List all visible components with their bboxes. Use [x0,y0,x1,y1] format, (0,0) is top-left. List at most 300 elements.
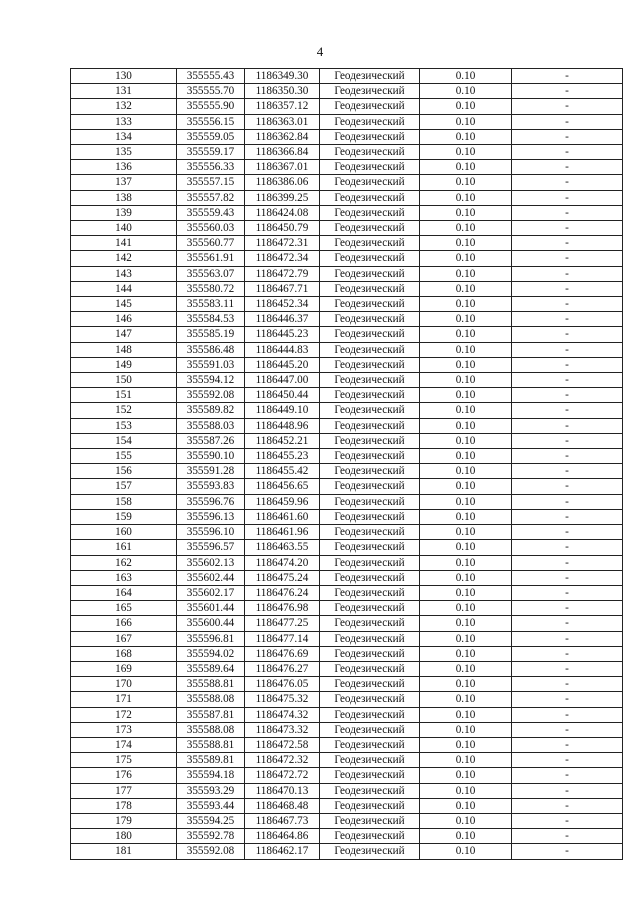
accuracy-cell: 0.10 [420,327,512,342]
point-number-cell: 175 [71,753,177,768]
method-cell: Геодезический [320,494,420,509]
point-number-cell: 171 [71,692,177,707]
method-cell: Геодезический [320,418,420,433]
method-cell: Геодезический [320,449,420,464]
accuracy-cell: 0.10 [420,783,512,798]
accuracy-cell: 0.10 [420,418,512,433]
x-coordinate-cell: 355594.25 [177,813,245,828]
accuracy-cell: 0.10 [420,753,512,768]
y-coordinate-cell: 1186467.71 [245,281,320,296]
y-coordinate-cell: 1186455.23 [245,449,320,464]
y-coordinate-cell: 1186472.32 [245,753,320,768]
point-number-cell: 170 [71,677,177,692]
method-cell: Геодезический [320,570,420,585]
accuracy-cell: 0.10 [420,601,512,616]
accuracy-cell: 0.10 [420,479,512,494]
x-coordinate-cell: 355592.08 [177,844,245,859]
method-cell: Геодезический [320,69,420,84]
description-cell: - [512,601,623,616]
y-coordinate-cell: 1186350.30 [245,84,320,99]
description-cell: - [512,783,623,798]
method-cell: Геодезический [320,464,420,479]
point-number-cell: 135 [71,145,177,160]
table-row [71,631,623,646]
description-cell: - [512,692,623,707]
y-coordinate-cell: 1186473.32 [245,722,320,737]
accuracy-cell: 0.10 [420,403,512,418]
accuracy-cell: 0.10 [420,494,512,509]
point-number-cell: 173 [71,722,177,737]
method-cell: Геодезический [320,479,420,494]
y-coordinate-cell: 1186448.96 [245,418,320,433]
accuracy-cell: 0.10 [420,768,512,783]
x-coordinate-cell: 355584.53 [177,312,245,327]
point-number-cell: 156 [71,464,177,479]
point-number-cell: 168 [71,646,177,661]
point-number-cell: 147 [71,327,177,342]
point-number-cell: 138 [71,190,177,205]
x-coordinate-cell: 355587.81 [177,707,245,722]
method-cell: Геодезический [320,433,420,448]
point-number-cell: 136 [71,160,177,175]
y-coordinate-cell: 1186450.44 [245,388,320,403]
table-row [71,175,623,190]
point-number-cell: 162 [71,555,177,570]
y-coordinate-cell: 1186468.48 [245,798,320,813]
y-coordinate-cell: 1186474.20 [245,555,320,570]
x-coordinate-cell: 355592.08 [177,388,245,403]
y-coordinate-cell: 1186472.72 [245,768,320,783]
table-row [71,722,623,737]
method-cell: Геодезический [320,768,420,783]
point-number-cell: 137 [71,175,177,190]
point-number-cell: 142 [71,251,177,266]
accuracy-cell: 0.10 [420,829,512,844]
table-row [71,129,623,144]
table-row [71,585,623,600]
description-cell: - [512,403,623,418]
point-number-cell: 176 [71,768,177,783]
y-coordinate-cell: 1186472.58 [245,737,320,752]
x-coordinate-cell: 355596.10 [177,525,245,540]
point-number-cell: 152 [71,403,177,418]
description-cell: - [512,844,623,859]
table-row [71,509,623,524]
accuracy-cell: 0.10 [420,585,512,600]
table-row [71,616,623,631]
x-coordinate-cell: 355593.29 [177,783,245,798]
x-coordinate-cell: 355594.02 [177,646,245,661]
description-cell: - [512,585,623,600]
description-cell: - [512,160,623,175]
description-cell: - [512,129,623,144]
y-coordinate-cell: 1186424.08 [245,205,320,220]
description-cell: - [512,281,623,296]
description-cell: - [512,114,623,129]
y-coordinate-cell: 1186362.84 [245,129,320,144]
table-row [71,433,623,448]
accuracy-cell: 0.10 [420,616,512,631]
method-cell: Геодезический [320,84,420,99]
table-row [71,646,623,661]
y-coordinate-cell: 1186399.25 [245,190,320,205]
table-row [71,768,623,783]
description-cell: - [512,525,623,540]
method-cell: Геодезический [320,342,420,357]
description-cell: - [512,175,623,190]
table-row [71,692,623,707]
x-coordinate-cell: 355559.17 [177,145,245,160]
y-coordinate-cell: 1186449.10 [245,403,320,418]
x-coordinate-cell: 355594.12 [177,373,245,388]
accuracy-cell: 0.10 [420,555,512,570]
table-row [71,297,623,312]
accuracy-cell: 0.10 [420,525,512,540]
point-number-cell: 165 [71,601,177,616]
accuracy-cell: 0.10 [420,145,512,160]
x-coordinate-cell: 355588.03 [177,418,245,433]
y-coordinate-cell: 1186447.00 [245,373,320,388]
point-number-cell: 145 [71,297,177,312]
x-coordinate-cell: 355589.64 [177,661,245,676]
x-coordinate-cell: 355586.48 [177,342,245,357]
description-cell: - [512,418,623,433]
method-cell: Геодезический [320,281,420,296]
description-cell: - [512,99,623,114]
method-cell: Геодезический [320,601,420,616]
table-row [71,844,623,859]
table-row [71,221,623,236]
table-row [71,388,623,403]
x-coordinate-cell: 355602.13 [177,555,245,570]
point-number-cell: 161 [71,540,177,555]
method-cell: Геодезический [320,722,420,737]
y-coordinate-cell: 1186452.34 [245,297,320,312]
x-coordinate-cell: 355588.81 [177,677,245,692]
x-coordinate-cell: 355596.57 [177,540,245,555]
table-row [71,99,623,114]
method-cell: Геодезический [320,205,420,220]
description-cell: - [512,798,623,813]
table-row [71,783,623,798]
table-row [71,281,623,296]
x-coordinate-cell: 355556.33 [177,160,245,175]
accuracy-cell: 0.10 [420,737,512,752]
x-coordinate-cell: 355587.26 [177,433,245,448]
method-cell: Геодезический [320,388,420,403]
accuracy-cell: 0.10 [420,661,512,676]
description-cell: - [512,342,623,357]
description-cell: - [512,479,623,494]
accuracy-cell: 0.10 [420,221,512,236]
accuracy-cell: 0.10 [420,205,512,220]
method-cell: Геодезический [320,753,420,768]
y-coordinate-cell: 1186445.20 [245,357,320,372]
x-coordinate-cell: 355593.83 [177,479,245,494]
description-cell: - [512,464,623,479]
table-row [71,494,623,509]
description-cell: - [512,646,623,661]
point-number-cell: 134 [71,129,177,144]
x-coordinate-cell: 355555.70 [177,84,245,99]
point-number-cell: 143 [71,266,177,281]
method-cell: Геодезический [320,221,420,236]
table-row [71,707,623,722]
description-cell: - [512,190,623,205]
description-cell: - [512,494,623,509]
point-number-cell: 141 [71,236,177,251]
x-coordinate-cell: 355592.78 [177,829,245,844]
accuracy-cell: 0.10 [420,449,512,464]
x-coordinate-cell: 355596.81 [177,631,245,646]
description-cell: - [512,312,623,327]
accuracy-cell: 0.10 [420,631,512,646]
table-row [71,829,623,844]
method-cell: Геодезический [320,631,420,646]
point-number-cell: 177 [71,783,177,798]
y-coordinate-cell: 1186475.24 [245,570,320,585]
point-number-cell: 169 [71,661,177,676]
page-number: 4 [316,44,324,59]
x-coordinate-cell: 355602.44 [177,570,245,585]
y-coordinate-cell: 1186475.32 [245,692,320,707]
accuracy-cell: 0.10 [420,84,512,99]
y-coordinate-cell: 1186452.21 [245,433,320,448]
accuracy-cell: 0.10 [420,129,512,144]
method-cell: Геодезический [320,813,420,828]
y-coordinate-cell: 1186386.06 [245,175,320,190]
x-coordinate-cell: 355580.72 [177,281,245,296]
y-coordinate-cell: 1186472.31 [245,236,320,251]
y-coordinate-cell: 1186455.42 [245,464,320,479]
y-coordinate-cell: 1186477.14 [245,631,320,646]
accuracy-cell: 0.10 [420,297,512,312]
x-coordinate-cell: 355559.05 [177,129,245,144]
description-cell: - [512,357,623,372]
accuracy-cell: 0.10 [420,798,512,813]
y-coordinate-cell: 1186463.55 [245,540,320,555]
point-number-cell: 166 [71,616,177,631]
table-row [71,525,623,540]
method-cell: Геодезический [320,844,420,859]
table-row [71,266,623,281]
accuracy-cell: 0.10 [420,251,512,266]
y-coordinate-cell: 1186476.27 [245,661,320,676]
description-cell: - [512,145,623,160]
table-row [71,160,623,175]
table-row [71,205,623,220]
table-row [71,540,623,555]
y-coordinate-cell: 1186476.69 [245,646,320,661]
method-cell: Геодезический [320,661,420,676]
method-cell: Геодезический [320,403,420,418]
table-row [71,251,623,266]
table-row [71,661,623,676]
point-number-cell: 178 [71,798,177,813]
point-number-cell: 154 [71,433,177,448]
x-coordinate-cell: 355563.07 [177,266,245,281]
y-coordinate-cell: 1186476.24 [245,585,320,600]
table-row [71,798,623,813]
x-coordinate-cell: 355585.19 [177,327,245,342]
x-coordinate-cell: 355601.44 [177,601,245,616]
description-cell: - [512,205,623,220]
x-coordinate-cell: 355596.13 [177,509,245,524]
accuracy-cell: 0.10 [420,464,512,479]
accuracy-cell: 0.10 [420,99,512,114]
table-row [71,373,623,388]
x-coordinate-cell: 355557.82 [177,190,245,205]
point-number-cell: 159 [71,509,177,524]
method-cell: Геодезический [320,692,420,707]
point-number-cell: 131 [71,84,177,99]
point-number-cell: 174 [71,737,177,752]
y-coordinate-cell: 1186477.25 [245,616,320,631]
x-coordinate-cell: 355589.81 [177,753,245,768]
accuracy-cell: 0.10 [420,844,512,859]
y-coordinate-cell: 1186450.79 [245,221,320,236]
table-row [71,236,623,251]
x-coordinate-cell: 355589.82 [177,403,245,418]
accuracy-cell: 0.10 [420,570,512,585]
method-cell: Геодезический [320,145,420,160]
accuracy-cell: 0.10 [420,69,512,84]
point-number-cell: 155 [71,449,177,464]
description-cell: - [512,707,623,722]
description-cell: - [512,388,623,403]
x-coordinate-cell: 355591.03 [177,357,245,372]
accuracy-cell: 0.10 [420,236,512,251]
table-row [71,145,623,160]
y-coordinate-cell: 1186467.73 [245,813,320,828]
accuracy-cell: 0.10 [420,160,512,175]
description-cell: - [512,661,623,676]
method-cell: Геодезический [320,297,420,312]
description-cell: - [512,236,623,251]
x-coordinate-cell: 355594.18 [177,768,245,783]
accuracy-cell: 0.10 [420,373,512,388]
point-number-cell: 130 [71,69,177,84]
description-cell: - [512,84,623,99]
description-cell: - [512,768,623,783]
point-number-cell: 149 [71,357,177,372]
table-row [71,190,623,205]
accuracy-cell: 0.10 [420,266,512,281]
table-row [71,479,623,494]
point-number-cell: 150 [71,373,177,388]
y-coordinate-cell: 1186461.60 [245,509,320,524]
method-cell: Геодезический [320,707,420,722]
accuracy-cell: 0.10 [420,281,512,296]
method-cell: Геодезический [320,160,420,175]
description-cell: - [512,829,623,844]
y-coordinate-cell: 1186476.98 [245,601,320,616]
y-coordinate-cell: 1186357.12 [245,99,320,114]
x-coordinate-cell: 355555.90 [177,99,245,114]
x-coordinate-cell: 355588.08 [177,692,245,707]
y-coordinate-cell: 1186470.13 [245,783,320,798]
point-number-cell: 151 [71,388,177,403]
table-row [71,464,623,479]
x-coordinate-cell: 355555.43 [177,69,245,84]
description-cell: - [512,449,623,464]
y-coordinate-cell: 1186445.23 [245,327,320,342]
accuracy-cell: 0.10 [420,190,512,205]
point-number-cell: 157 [71,479,177,494]
method-cell: Геодезический [320,677,420,692]
method-cell: Геодезический [320,373,420,388]
accuracy-cell: 0.10 [420,388,512,403]
point-number-cell: 179 [71,813,177,828]
accuracy-cell: 0.10 [420,357,512,372]
y-coordinate-cell: 1186464.86 [245,829,320,844]
description-cell: - [512,631,623,646]
table-row [71,327,623,342]
method-cell: Геодезический [320,114,420,129]
y-coordinate-cell: 1186366.84 [245,145,320,160]
x-coordinate-cell: 355602.17 [177,585,245,600]
y-coordinate-cell: 1186472.34 [245,251,320,266]
point-number-cell: 160 [71,525,177,540]
point-number-cell: 140 [71,221,177,236]
point-number-cell: 132 [71,99,177,114]
method-cell: Геодезический [320,312,420,327]
description-cell: - [512,813,623,828]
x-coordinate-cell: 355593.44 [177,798,245,813]
description-cell: - [512,722,623,737]
accuracy-cell: 0.10 [420,540,512,555]
table-row [71,342,623,357]
description-cell: - [512,251,623,266]
x-coordinate-cell: 355588.08 [177,722,245,737]
point-number-cell: 180 [71,829,177,844]
x-coordinate-cell: 355600.44 [177,616,245,631]
method-cell: Геодезический [320,798,420,813]
y-coordinate-cell: 1186462.17 [245,844,320,859]
method-cell: Геодезический [320,585,420,600]
point-number-cell: 146 [71,312,177,327]
y-coordinate-cell: 1186367.01 [245,160,320,175]
method-cell: Геодезический [320,236,420,251]
method-cell: Геодезический [320,616,420,631]
point-number-cell: 158 [71,494,177,509]
accuracy-cell: 0.10 [420,509,512,524]
method-cell: Геодезический [320,327,420,342]
x-coordinate-cell: 355560.77 [177,236,245,251]
method-cell: Геодезический [320,737,420,752]
y-coordinate-cell: 1186363.01 [245,114,320,129]
description-cell: - [512,327,623,342]
point-number-cell: 133 [71,114,177,129]
accuracy-cell: 0.10 [420,175,512,190]
method-cell: Геодезический [320,251,420,266]
x-coordinate-cell: 355588.81 [177,737,245,752]
method-cell: Геодезический [320,555,420,570]
description-cell: - [512,297,623,312]
method-cell: Геодезический [320,99,420,114]
method-cell: Геодезический [320,357,420,372]
accuracy-cell: 0.10 [420,813,512,828]
point-number-cell: 167 [71,631,177,646]
y-coordinate-cell: 1186444.83 [245,342,320,357]
description-cell: - [512,540,623,555]
y-coordinate-cell: 1186474.32 [245,707,320,722]
description-cell: - [512,221,623,236]
description-cell: - [512,753,623,768]
x-coordinate-cell: 355591.28 [177,464,245,479]
point-number-cell: 144 [71,281,177,296]
table-row [71,555,623,570]
